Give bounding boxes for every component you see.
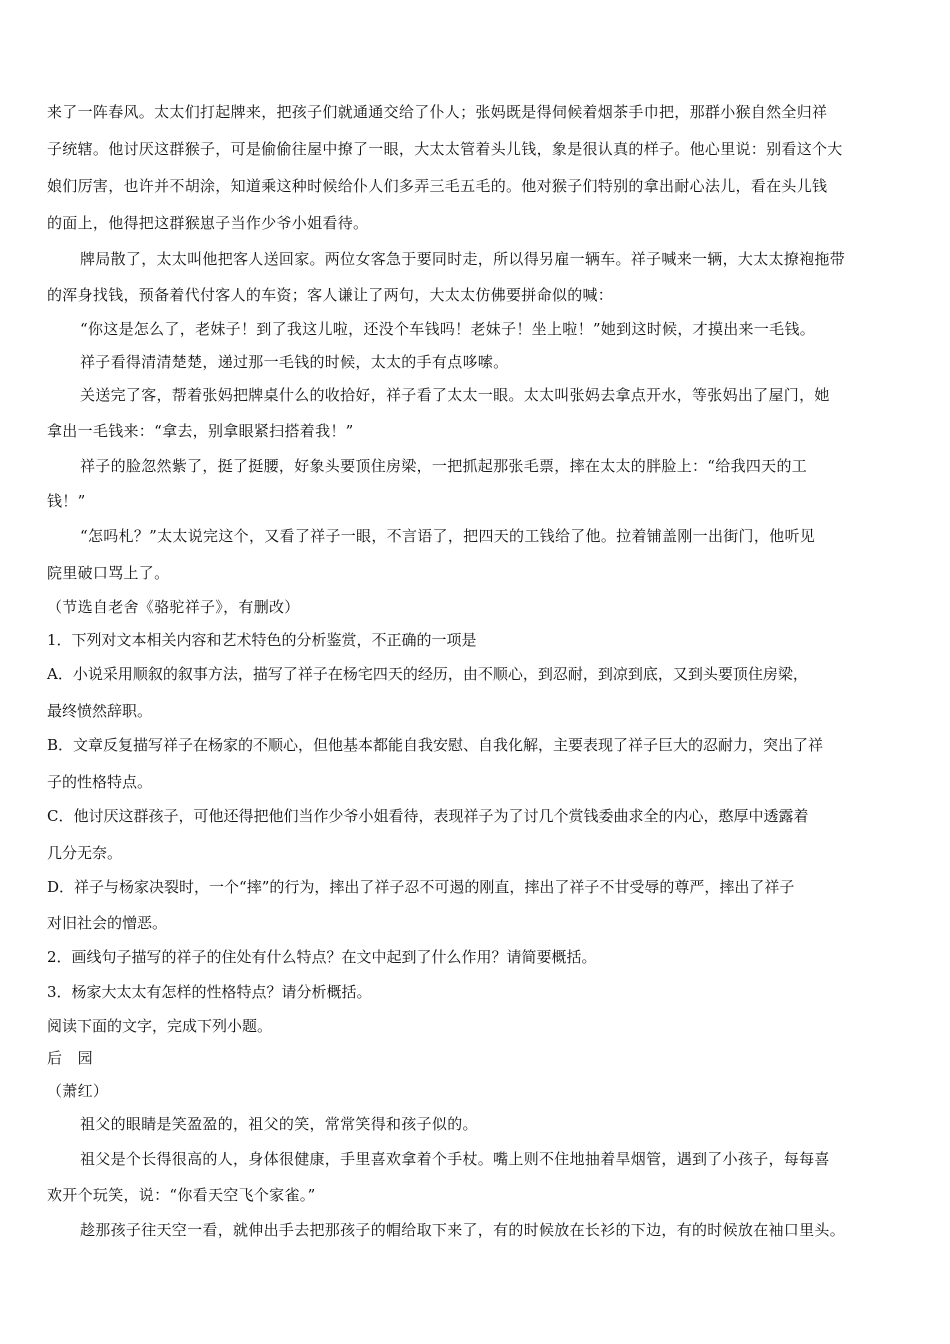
passage-line: 的浑身找钱，预备着代付客人的车资；客人谦让了两句，大太太仿佛要拼命似的喊： [47,286,614,304]
passage-title: 后 园 [47,1049,93,1067]
passage-line: “你这是怎么了，老妹子！到了我这儿啦，还没个车钱吗！老妹子！坐上啦！”她到这时候，才摸出来一毛钱。 [80,320,816,338]
option-b-cont: 子的性格特点。 [47,773,153,791]
passage-line: 院里破口骂上了。 [47,564,170,582]
passage-line: 欢开个玩笑，说：“你看天空飞个家雀。” [47,1186,316,1204]
question-2: 2．画线句子描写的祥子的住处有什么特点？在文中起到了什么作用？请简要概括。 [47,948,597,966]
passage-author: （萧红） [47,1082,109,1100]
question-3: 3．杨家大太太有怎样的性格特点？请分析概括。 [47,983,372,1001]
passage-line: 来了一阵春风。太太们打起牌来，把孩子们就通通交给了仆人；张妈既是得伺候着烟茶手巾把，那群小猴自然全归祥 [47,103,828,121]
option-c-cont: 几分无奈。 [47,844,123,862]
reading-instruction: 阅读下面的文字，完成下列小题。 [47,1017,273,1035]
option-d-cont: 对旧社会的憎恶。 [47,914,168,932]
passage-line: 的面上，他得把这群猴崽子当作少爷小姐看待。 [47,214,369,232]
passage-line: 子统辖。他讨厌这群猴子，可是偷偷往屋中撩了一眼，大太太管着头儿钱，象是很认真的样子。他心里说：别看这个大 [47,140,843,158]
passage-line: 祖父的眼睛是笑盈盈的，祖父的笑，常常笑得和孩子似的。 [80,1115,478,1133]
passage-line: 拿出一毛钱来：“拿去，别拿眼紧扫搭着我！” [47,422,354,440]
passage-line: “怎吗札？”太太说完这个，又看了祥子一眼，不言语了，把四天的工钱给了他。拉着铺盖刚一出街门，他听见 [80,527,816,545]
option-d: D．祥子与杨家决裂时，一个“摔”的行为，摔出了祥子忍不可遏的刚直，摔出了祥子不甘受辱的尊严，摔出了祥子 [47,878,795,896]
passage-line: 祖父是个长得很高的人，身体很健康，手里喜欢拿着个手杖。嘴上则不住地抽着旱烟管，遇到了小孩子，每每喜 [80,1150,830,1168]
passage-line: 牌局散了，太太叫他把客人送回家。两位女客急于要同时走，所以得另雇一辆车。祥子喊来一辆，大太太撩袍拖带 [80,250,846,268]
passage-line: 娘们厉害，也许并不胡涂，知道乘这种时候给仆人们多弄三毛五毛的。他对猴子们特别的拿出耐心法儿，看在头儿钱 [47,177,828,195]
passage-line: 趁那孩子往天空一看，就伸出手去把那孩子的帽给取下来了，有的时候放在长衫的下边，有的时候放在袖口里头。 [80,1221,846,1239]
question-1: 1．下列对文本相关内容和艺术特色的分析鉴赏，不正确的一项是 [47,631,477,649]
passage-line: 关送完了客，帮着张妈把牌桌什么的收拾好，祥子看了太太一眼。太太叫张妈去拿点开水，等张妈出了屋门，她 [80,386,830,404]
option-a: A．小说采用顺叙的叙事方法，描写了祥子在杨宅四天的经历，由不顺心，到忍耐，到凉到底，又到头要顶住房梁， [47,665,808,683]
passage-line: 钱！” [47,492,86,510]
source-note: （节选自老舍《骆驼祥子》，有删改） [47,598,300,616]
passage-line: 祥子的脸忽然紫了，挺了挺腰，好象头要顶住房梁，一把抓起那张毛票，摔在太太的胖脸上：“给我四天的工 [80,457,808,475]
option-a-cont: 最终愤然辞职。 [47,702,153,720]
option-b: B．文章反复描写祥子在杨家的不顺心，但他基本都能自我安慰、自我化解，主要表现了祥子巨大的忍耐力，突出了祥 [47,736,824,754]
option-c: C．他讨厌这群孩子，可他还得把他们当作少爷小姐看待，表现祥子为了讨几个赏钱委曲求全的内心，憨厚中透露着 [47,807,809,825]
passage-line: 祥子看得清清楚楚，递过那一毛钱的时候，太太的手有点哆嗦。 [80,353,509,371]
